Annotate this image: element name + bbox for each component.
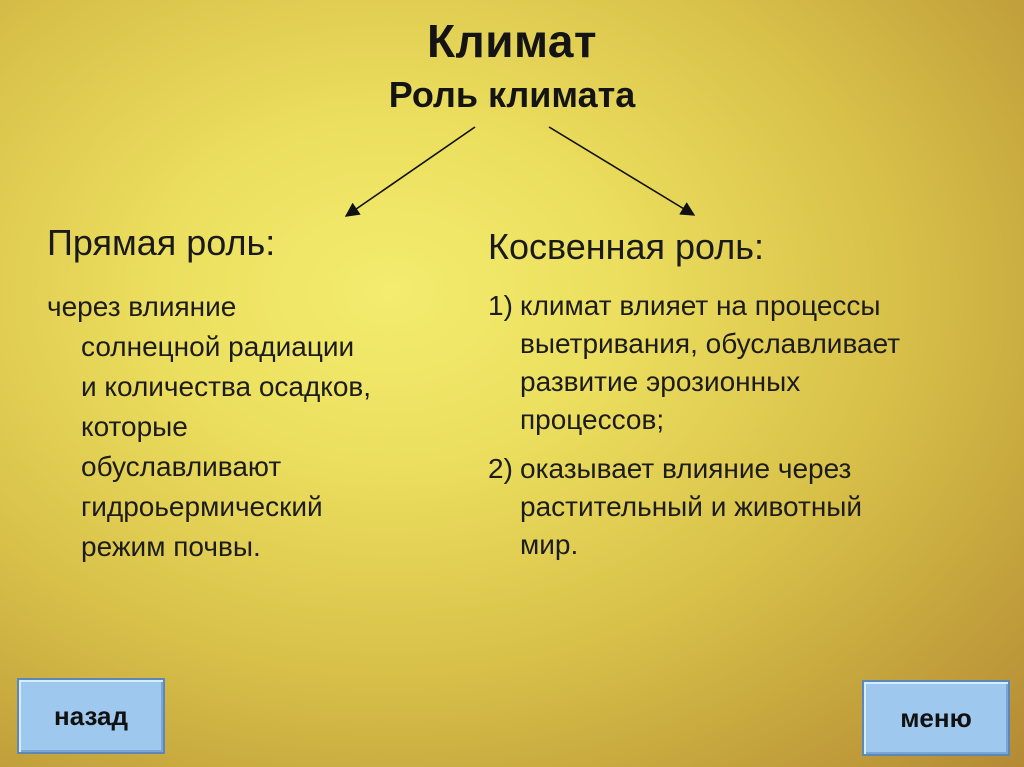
slide-subtitle: Роль климата [388,74,636,115]
indirect-role-heading: Косвенная роль: [488,226,765,267]
menu-button-label: меню [900,702,972,733]
direct-role-line: которые [81,411,188,442]
slide-title: Климат [426,15,598,67]
direct-role-line: гидроьермический [81,491,323,522]
list-item-line: процессов; [520,404,665,435]
direct-role-text [47,287,447,567]
list-item [488,287,1008,439]
arrow-to-indirect [549,127,694,215]
menu-button[interactable] [862,680,1010,756]
back-button-label: назад [53,700,129,731]
direct-role-line: солнецной радиации [81,331,355,362]
list-item-line: оказывает влияние через [520,453,852,484]
list-item-number: 1) [488,290,513,321]
list-item-number: 2) [488,453,513,484]
list-item-line: выетривания, обуславливает [520,328,901,359]
direct-role-line: режим почвы. [81,531,261,562]
list-item-line: растительный и животный [520,491,863,522]
list-item [488,450,1008,564]
list-item-line: развитие эрозионных [520,366,801,397]
direct-role-line: обуславливают [81,451,282,482]
list-item-line: климат влияет на процессы [520,290,881,321]
indirect-role-list [488,287,1008,575]
direct-role-heading: Прямая роль: [47,222,276,263]
back-button[interactable] [17,678,165,754]
arrow-to-direct [346,127,475,216]
direct-role-line: через влияние [47,291,237,322]
direct-role-line: и количества осадков, [81,371,372,402]
list-item-line: мир. [520,529,579,560]
